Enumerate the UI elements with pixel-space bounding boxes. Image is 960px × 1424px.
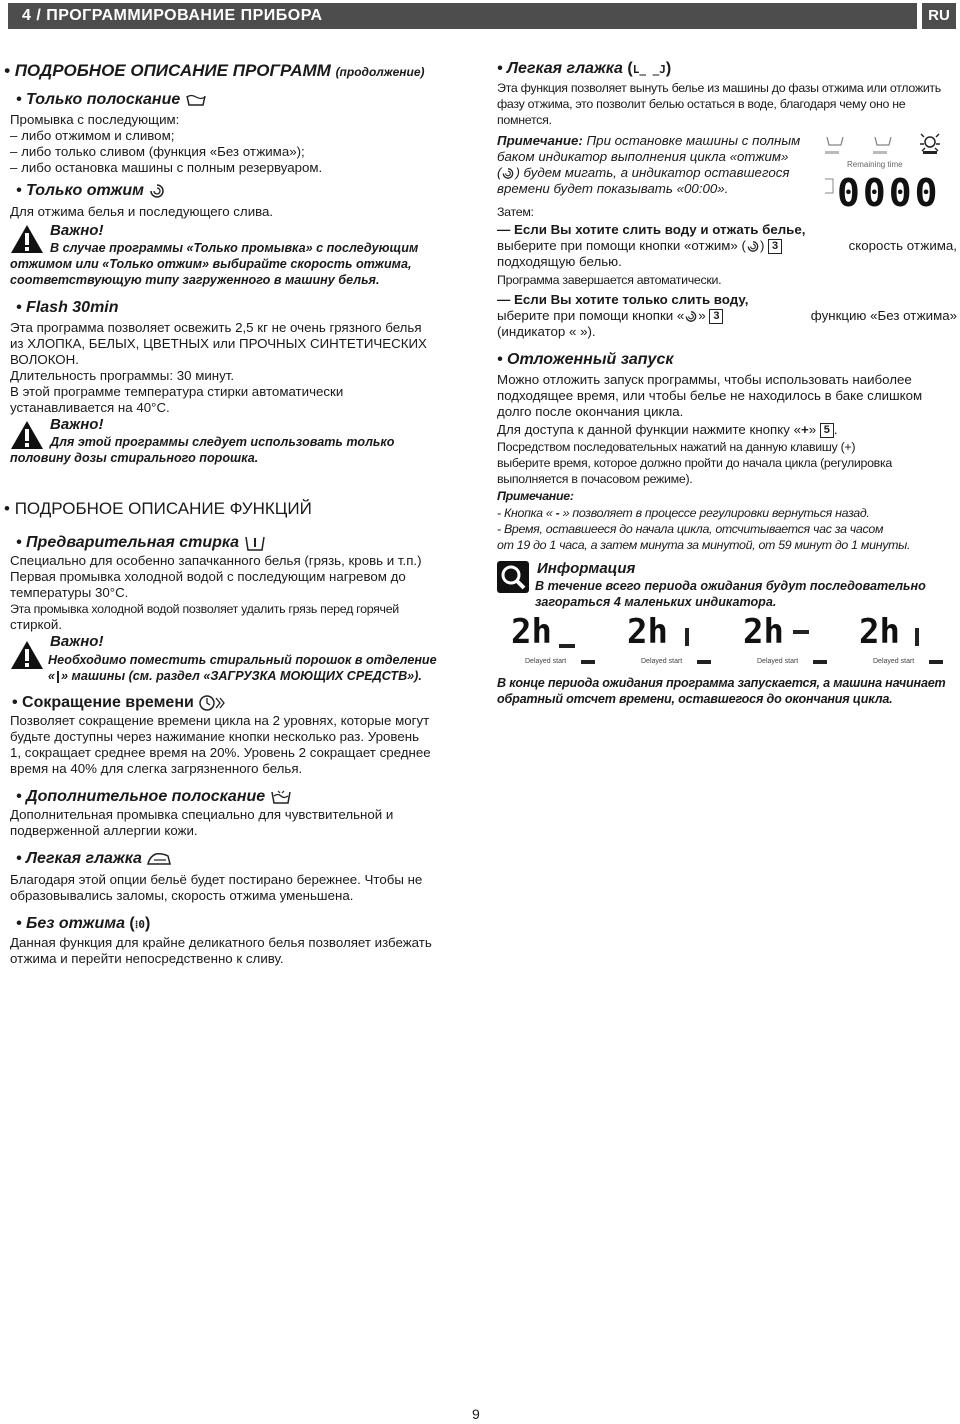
prewash-icon [244, 534, 266, 552]
delay-note-title: Примечание: [497, 489, 574, 503]
easy-iron-text: Благодаря этой опции бельё будет постирано бережнее. Чтобы не образовывались заломы, скорость отжима уменьшена. [10, 872, 423, 903]
spin-warning-title: Важно! [50, 222, 104, 239]
spin-icon [684, 310, 698, 323]
remaining-time-digits: 0000 [837, 171, 941, 215]
no-spin-indicator-icon: ⁞0 [134, 918, 146, 931]
delayed-start-display: 2h Delayed start [507, 614, 607, 674]
easy-iron-note: Примечание: При остановке машины с полным баком индикатор выполнения цикла «отжим» ( ) будем мигать, а индикатор оставшегося времени будет показывать «00:00». [497, 133, 801, 196]
spin-icon [746, 240, 760, 253]
delay-start-access: Для доступа к данной функции нажмите кнопку «+» 5 . [497, 422, 838, 437]
delayed-start-display: 2h Delayed start [855, 614, 955, 674]
no-spin-text: Данная функция для крайне деликатного белья позволяет избежать отжима и перейти непосредственно к сливу. [10, 935, 432, 966]
easy-iron-right-heading: • Легкая глажка (L_ _J) [497, 60, 672, 77]
button-number-box: 5 [820, 423, 834, 438]
spin-only-heading: • Только отжим [16, 182, 166, 200]
info-magnifier-icon [497, 561, 529, 593]
spin-only-text: Для отжима белья и последующего слива. [10, 204, 274, 219]
rinse-only-text: Промывка с последующим: – либо отжимом и сливом; – либо только сливом (функция «Без отжима»); – либо остановка машины с полным резервуаром. [10, 112, 323, 175]
option-drain-only: — Если Вы хотите только слить воду, ыберите при помощи кнопки « » 3 функцию «Без отжима» (индикатор « »). [497, 292, 957, 339]
delayed-start-display: 2h Delayed start [623, 614, 723, 674]
compartment-bar-icon [57, 671, 59, 683]
info-text: В течение всего периода ожидания будут последовательно загораться 4 маленьких индикатора. [535, 579, 926, 609]
warning-triangle-icon [10, 640, 44, 670]
remaining-time-display [825, 131, 955, 217]
rinse-icon [185, 93, 207, 107]
prewash-warning-text: Необходимо поместить стиральный порошок в отделение « » машины (см. раздел «ЗАГРУЗКА МОЮЩИХ СРЕДСТВ»). [48, 653, 437, 683]
language-badge: RU [922, 3, 956, 29]
extra-rinse-text: Дополнительная промывка специально для чувствительной и подверженной аллергии кожи. [10, 807, 394, 838]
delay-start-text: Можно отложить запуск программы, чтобы использовать наиболее подходящее время, или чтобы белье не находилось в баке слишком долго после окончания цикла. [497, 372, 923, 419]
delay-start-text2: Посредством последовательных нажатий на данную клавишу (+) выберите время, которое должно пройти до начала цикла (регулировка выполняется в почасовом режиме). [497, 440, 892, 486]
flash-heading: • Flash 30min [16, 299, 119, 316]
rinse-only-heading: • Только полоскание [16, 91, 207, 109]
delay-end-text: В конце периода ожидания программа запускается, а машина начинает обратный отсчет времени, оставшегося до окончания цикла. [497, 676, 946, 706]
extra-rinse-heading: • Дополнительное полоскание [16, 788, 292, 806]
spin-icon [148, 183, 166, 199]
timesave-heading: • Сокращение времени [12, 694, 226, 712]
delay-note-text: - Кнопка « - » позволяет в процессе регулировки вернуться назад. - Время, оставшееся до начала цикла, отсчитывается час за часом от 19 до 1 часа, а затем минута за минутой, от 59 минут до 1 минуты. [497, 506, 911, 552]
delayed-start-display: 2h Delayed start [739, 614, 839, 674]
easy-iron-heading: • Легкая глажка [16, 850, 172, 868]
then-label: Затем: [497, 205, 534, 219]
info-title: Информация [537, 560, 636, 577]
header-title: 4 / ПРОГРАММИРОВАНИЕ ПРИБОРА [8, 3, 917, 29]
iron-icon [146, 852, 172, 866]
flash-warning-text: Для этой программы следует использовать только половину дозы стирального порошка. [10, 435, 395, 465]
button-number-box: 3 [768, 239, 782, 254]
timesave-icon [198, 694, 226, 712]
prewash-text: Специально для особенно запачканного белья (грязь, кровь и т.п.) Первая промывка холодной водой с последующим нагревом до температуры 30°C. Эта промывка холодной водой позволяет удалить грязь перед горячей стиркой. [10, 553, 422, 632]
extra-rinse-icon [270, 789, 292, 805]
remaining-time-label: Remaining time [847, 160, 903, 169]
no-spin-heading: • Без отжима (⁞0) [16, 915, 151, 932]
easy-iron-right-text: Эта функция позволяет вынуть белье из машины до фазы отжима или отложить фазу отжима, это позволит белью остаться в воде, благодаря чему оно не помнется. [497, 81, 941, 127]
spin-icon [501, 167, 515, 180]
delay-start-heading: • Отложенный запуск [497, 351, 674, 368]
delayed-start-displays [507, 614, 957, 674]
section-programs-title: • ПОДРОБНОЕ ОПИСАНИЕ ПРОГРАММ (продолжение) [4, 61, 425, 80]
easy-iron-indicator-icon: L_ _J [632, 63, 666, 76]
page-number: 9 [472, 1406, 480, 1422]
page-header [0, 0, 960, 33]
prewash-heading: • Предварительная стирка [16, 534, 266, 552]
auto-end-text: Программа завершается автоматически. [497, 273, 722, 287]
option-drain-spin: — Если Вы хотите слить воду и отжать белье, выберите при помощи кнопки «отжим» ( ) 3 скорость отжима, подходящую белью. [497, 222, 957, 269]
spin-warning-text: В случае программы «Только промывка» с последующим отжимом или «Только отжим» выбирайте скорость отжима, соответствующую типу загруженного в машину белья. [10, 241, 419, 287]
flash-warning-title: Важно! [50, 416, 104, 433]
button-number-box: 3 [709, 309, 723, 324]
flash-text: Эта программа позволяет освежить 2,5 кг не очень грязного белья из ХЛОПКА, БЕЛЫХ, ЦВЕТНЫХ или ПРОЧНЫХ СИНТЕТИЧЕСКИХ ВОЛОКОН. Длительность программы: 30 минут. В этой программе температура стирки автоматически устанавливается на 40°C. [10, 320, 427, 415]
prewash-warning-title: Важно! [50, 633, 104, 650]
section-functions-title: • ПОДРОБНОЕ ОПИСАНИЕ ФУНКЦИЙ [4, 499, 312, 518]
timesave-text: Позволяет сокращение времени цикла на 2 уровнях, которые могут будьте доступны через нажимание кнопки несколько раз. Уровень 1, сокращает среднее время на 20%. Уровень 2 сокращает среднее время на 40% для слегка загрязненного белья. [10, 713, 431, 776]
